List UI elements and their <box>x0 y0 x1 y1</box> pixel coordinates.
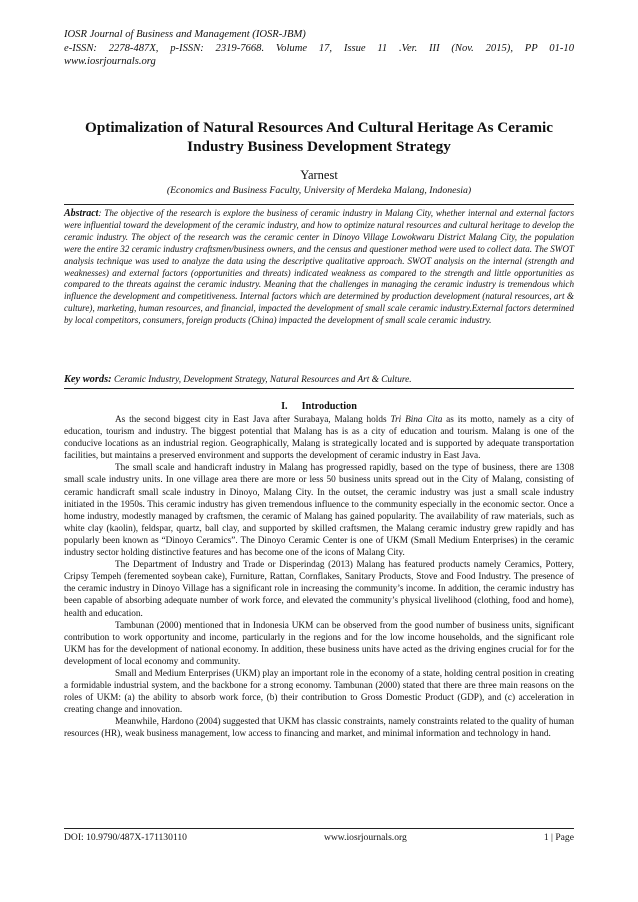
journal-header <box>64 28 574 69</box>
keywords <box>64 374 574 385</box>
keywords-label: Key words: <box>64 374 112 385</box>
section-number: I. <box>281 401 288 412</box>
keywords-text: Ceramic Industry, Development Strategy, Natural Resources and Art & Culture. <box>111 375 412 385</box>
abstract-text: : The objective of the research is explore the business of ceramic industry in Malang City, whether internal and external factors were influential toward the development of the ceramic industry, and how to optimize natural resources and cultural heritage to develop the ceramic industry. The object of the research was the ceramic center in Dinoyo Village Lowokwaru District Malang City, the population were the entire 32 ceramic industry craftsmen/business owners, and the census and questioner method were used to collect data. The SWOT analysis technique was used to analyze the data using the descriptive qualitative approach. SWOT analysis on the internal (strength and weaknesses) and external factors (opportunities and threats) indicated weakness as compared to the strength and little opportunities as compared to the threats against the ceramic industry. Meaning that the challenges in managing the ceramic industry is tremendous which influence the development and competitiveness. Internal factors which are determined by production development (natural resources, art & culture), marketing, human resources, and financial, impacted the development of small scale ceramic industry.External factors determined by local competitors, consumers, foreign products (China) impacted the development of small scale ceramic industry. <box>64 208 574 326</box>
abstract-bottom-rule <box>64 388 574 389</box>
page-footer <box>64 832 574 843</box>
motto-text: Tri Bina Cita <box>390 415 443 425</box>
section-title: Introduction <box>301 401 357 412</box>
abstract-label: Abstract <box>64 208 99 219</box>
paper-title: Optimalization of Natural Resources And Cultural Heritage As Ceramic Industry Business Development Strategy <box>85 119 553 155</box>
paragraph: The Department of Industry and Trade or Disperindag (2013) Malang has featured products namely Ceramics, Pottery, Cripsy Tempeh (feremented soybean cake), Furniture, Rattan, Cornflakes, Sanitary Products, Stove and Food Industry. The presence of the ceramic industry in Dinoyo Village has a significant role in increasing the community’s income. In addition, the ceramic industry has been capable of absorbing adequate number of work force, and elevated the community’s physical livelihood (clothing, food and home), health and education. <box>64 560 574 619</box>
paragraph-text: As the second biggest city in East Java after Surabaya, Malang holds <box>115 415 391 425</box>
body-text <box>64 414 574 741</box>
paragraph: Tambunan (2000) mentioned that in Indonesia UKM can be observed from the good number of business units, significant contribution to work opportunity and income, particularly in the regions and for the low income households, and the significant role UKM has for the development of national economy. In addition, these business units have acted as the driving engines crucial for for the development of local economy and community. <box>64 620 574 667</box>
footer-doi: DOI: 10.9790/487X-171130110 <box>64 832 187 843</box>
footer-website[interactable]: www.iosrjournals.org <box>323 832 407 843</box>
paragraph: The small scale and handicraft industry in Malang has progressed rapidly, based on the type of business, there are 1308 small scale industry units. In one village area there are more or less 50 business units spread out in the City of Malang, consisting of ceramic handicraft small scale industry in Dinoyo, Malang City. In the outset, the ceramic industry was just a small scale industry initiated in the 1950s. This ceramic industry has given tremendous influence to the community especially in the economic sector. Once a home industry, modestly managed by craftsmen, the ceramic of Malang has gained popularity. The availability of raw materials, such as white clay (kaolin), feldspar, quartz, ball clay, and supported by skilled craftsmen, the Malang ceramic industry grew rapidly and has popularly been known as “Dinoyo Ceramics”. The Dinoyo Ceramic Center is one of UKM (Small Medium Enterprises) in the ceramic industry sector holding distinctive features and has become one of the icons of Malang City. <box>64 463 574 559</box>
journal-issn: e-ISSN: 2278-487X, p-ISSN: 2319-7668. Volume 17, Issue 11 .Ver. III (Nov. 2015), PP 01-10 <box>64 42 574 54</box>
paper-author: Yarnest <box>300 168 338 182</box>
author-affiliation: (Economics and Business Faculty, University of Merdeka Malang, Indonesia) <box>166 185 472 196</box>
footer-page-number: 1 | Page <box>543 832 574 843</box>
journal-website[interactable]: www.iosrjournals.org <box>64 56 156 68</box>
paragraph-text: as its motto, namely as a city of education, tourism and industry. The biggest potential that Malang has is as a city of education and tourism. Malang is one of the conducive locations as an industrial region. Geographically, Malang is strategically located and is supported by adequate transportation facilities, but maintains a preserved environment and supports the development of ceramic industry in East Java. <box>64 415 574 462</box>
paragraph <box>64 414 574 462</box>
section-heading <box>64 401 574 412</box>
paragraph: Meanwhile, Hardono (2004) suggested that UKM has classic constraints, namely constraints related to the quality of human resources (HR), weak business management, low access to financing and market, and minimal information and technology in hand. <box>64 717 574 740</box>
abstract <box>64 208 574 327</box>
footer-rule <box>64 828 574 829</box>
journal-name: IOSR Journal of Business and Management (IOSR-JBM) <box>64 29 306 40</box>
paragraph: Small and Medium Enterprises (UKM) play an important role in the economy of a state, holding central position in creating a formidable industrial system, and the backbone for a strong economy. Tambunan (2000) stated that there are three main reasons on the roles of UKM: (a) the ability to absorb work force, (b) their contribution to Gross Domestic Product (GDP), and (c) acceleration in creating change and innovation. <box>64 668 574 716</box>
abstract-top-rule <box>64 204 574 205</box>
